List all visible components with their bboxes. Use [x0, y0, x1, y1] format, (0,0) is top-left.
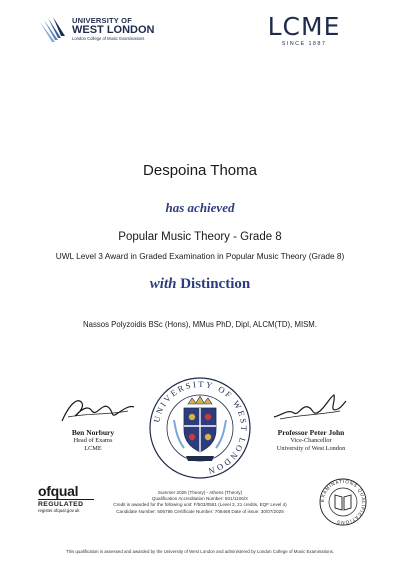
signature-right — [268, 391, 348, 425]
lcme-logo — [256, 14, 352, 48]
signer-right-org: University of West London — [276, 445, 346, 452]
uwl-line1: UNIVERSITY OF — [72, 16, 132, 25]
university-seal-icon — [146, 374, 254, 482]
lcme-since: SINCE 1887 — [281, 41, 327, 47]
signer-right — [256, 428, 366, 453]
uwl-wing-icon — [38, 16, 68, 46]
details-qan: Qualification Accreditation Number: 501/1106/X — [151, 496, 249, 502]
lcme-title: LCME — [267, 12, 341, 41]
grade-prefix: with — [149, 276, 177, 292]
footer-text: This qualification is assessed and awarded by the University of West London and administered by London College of Music Examinations. — [65, 549, 335, 554]
seal-text: UNIVERSITY OF WEST LONDON — [151, 378, 250, 477]
details-numbers: Candidate Number: 506786 Certificate Number: 708468 Date of issue: 30/07/2025 — [116, 508, 284, 514]
uwl-line2: WEST LONDON — [72, 24, 155, 36]
qualification-title: UWL Level 3 Award in Graded Examination in Popular Music Theory (Grade 8) — [55, 251, 345, 261]
signer-right-role: Vice-Chancellor — [290, 437, 332, 444]
signer-right-name: Professor Peter John — [277, 428, 345, 437]
ofqual-status: REGULATED — [38, 501, 84, 508]
uwl-line3: London College of Music Examinations — [72, 36, 145, 41]
grade-value: Distinction — [180, 276, 251, 292]
ofqual-url: register.ofqual.gov.uk — [38, 508, 80, 513]
course-title: Popular Music Theory - Grade 8 — [118, 231, 282, 243]
qualifications-stamp-icon — [318, 477, 368, 527]
signer-left-name: Ben Norbury — [71, 428, 115, 437]
uwl-logo — [38, 16, 178, 48]
signer-left-org: LCME — [84, 445, 102, 452]
signer-left-role: Head of Exams — [73, 437, 113, 444]
teacher-line: Nassos Polyzoidis BSc (Hons), MMus PhD, Dipl, ALCM(TD), MISM. — [83, 320, 317, 329]
grade-line — [0, 276, 400, 293]
recipient-name: Despoina Thoma — [143, 162, 257, 179]
achieved-label: has achieved — [165, 200, 235, 215]
details-credit: Credit is awarded for the following unit: F/503/0581 (Level 3, 21 credits, EQF Level 4) — [113, 502, 287, 508]
signer-left — [48, 428, 138, 453]
details-session: Summer 2025 (Theory) - Athens (Theory) — [157, 490, 243, 495]
signature-left — [58, 393, 138, 427]
ofqual-name: ofqual — [38, 483, 79, 499]
stamp-text: EXAMINATIONS QUALIFICATIONS — [319, 478, 367, 526]
